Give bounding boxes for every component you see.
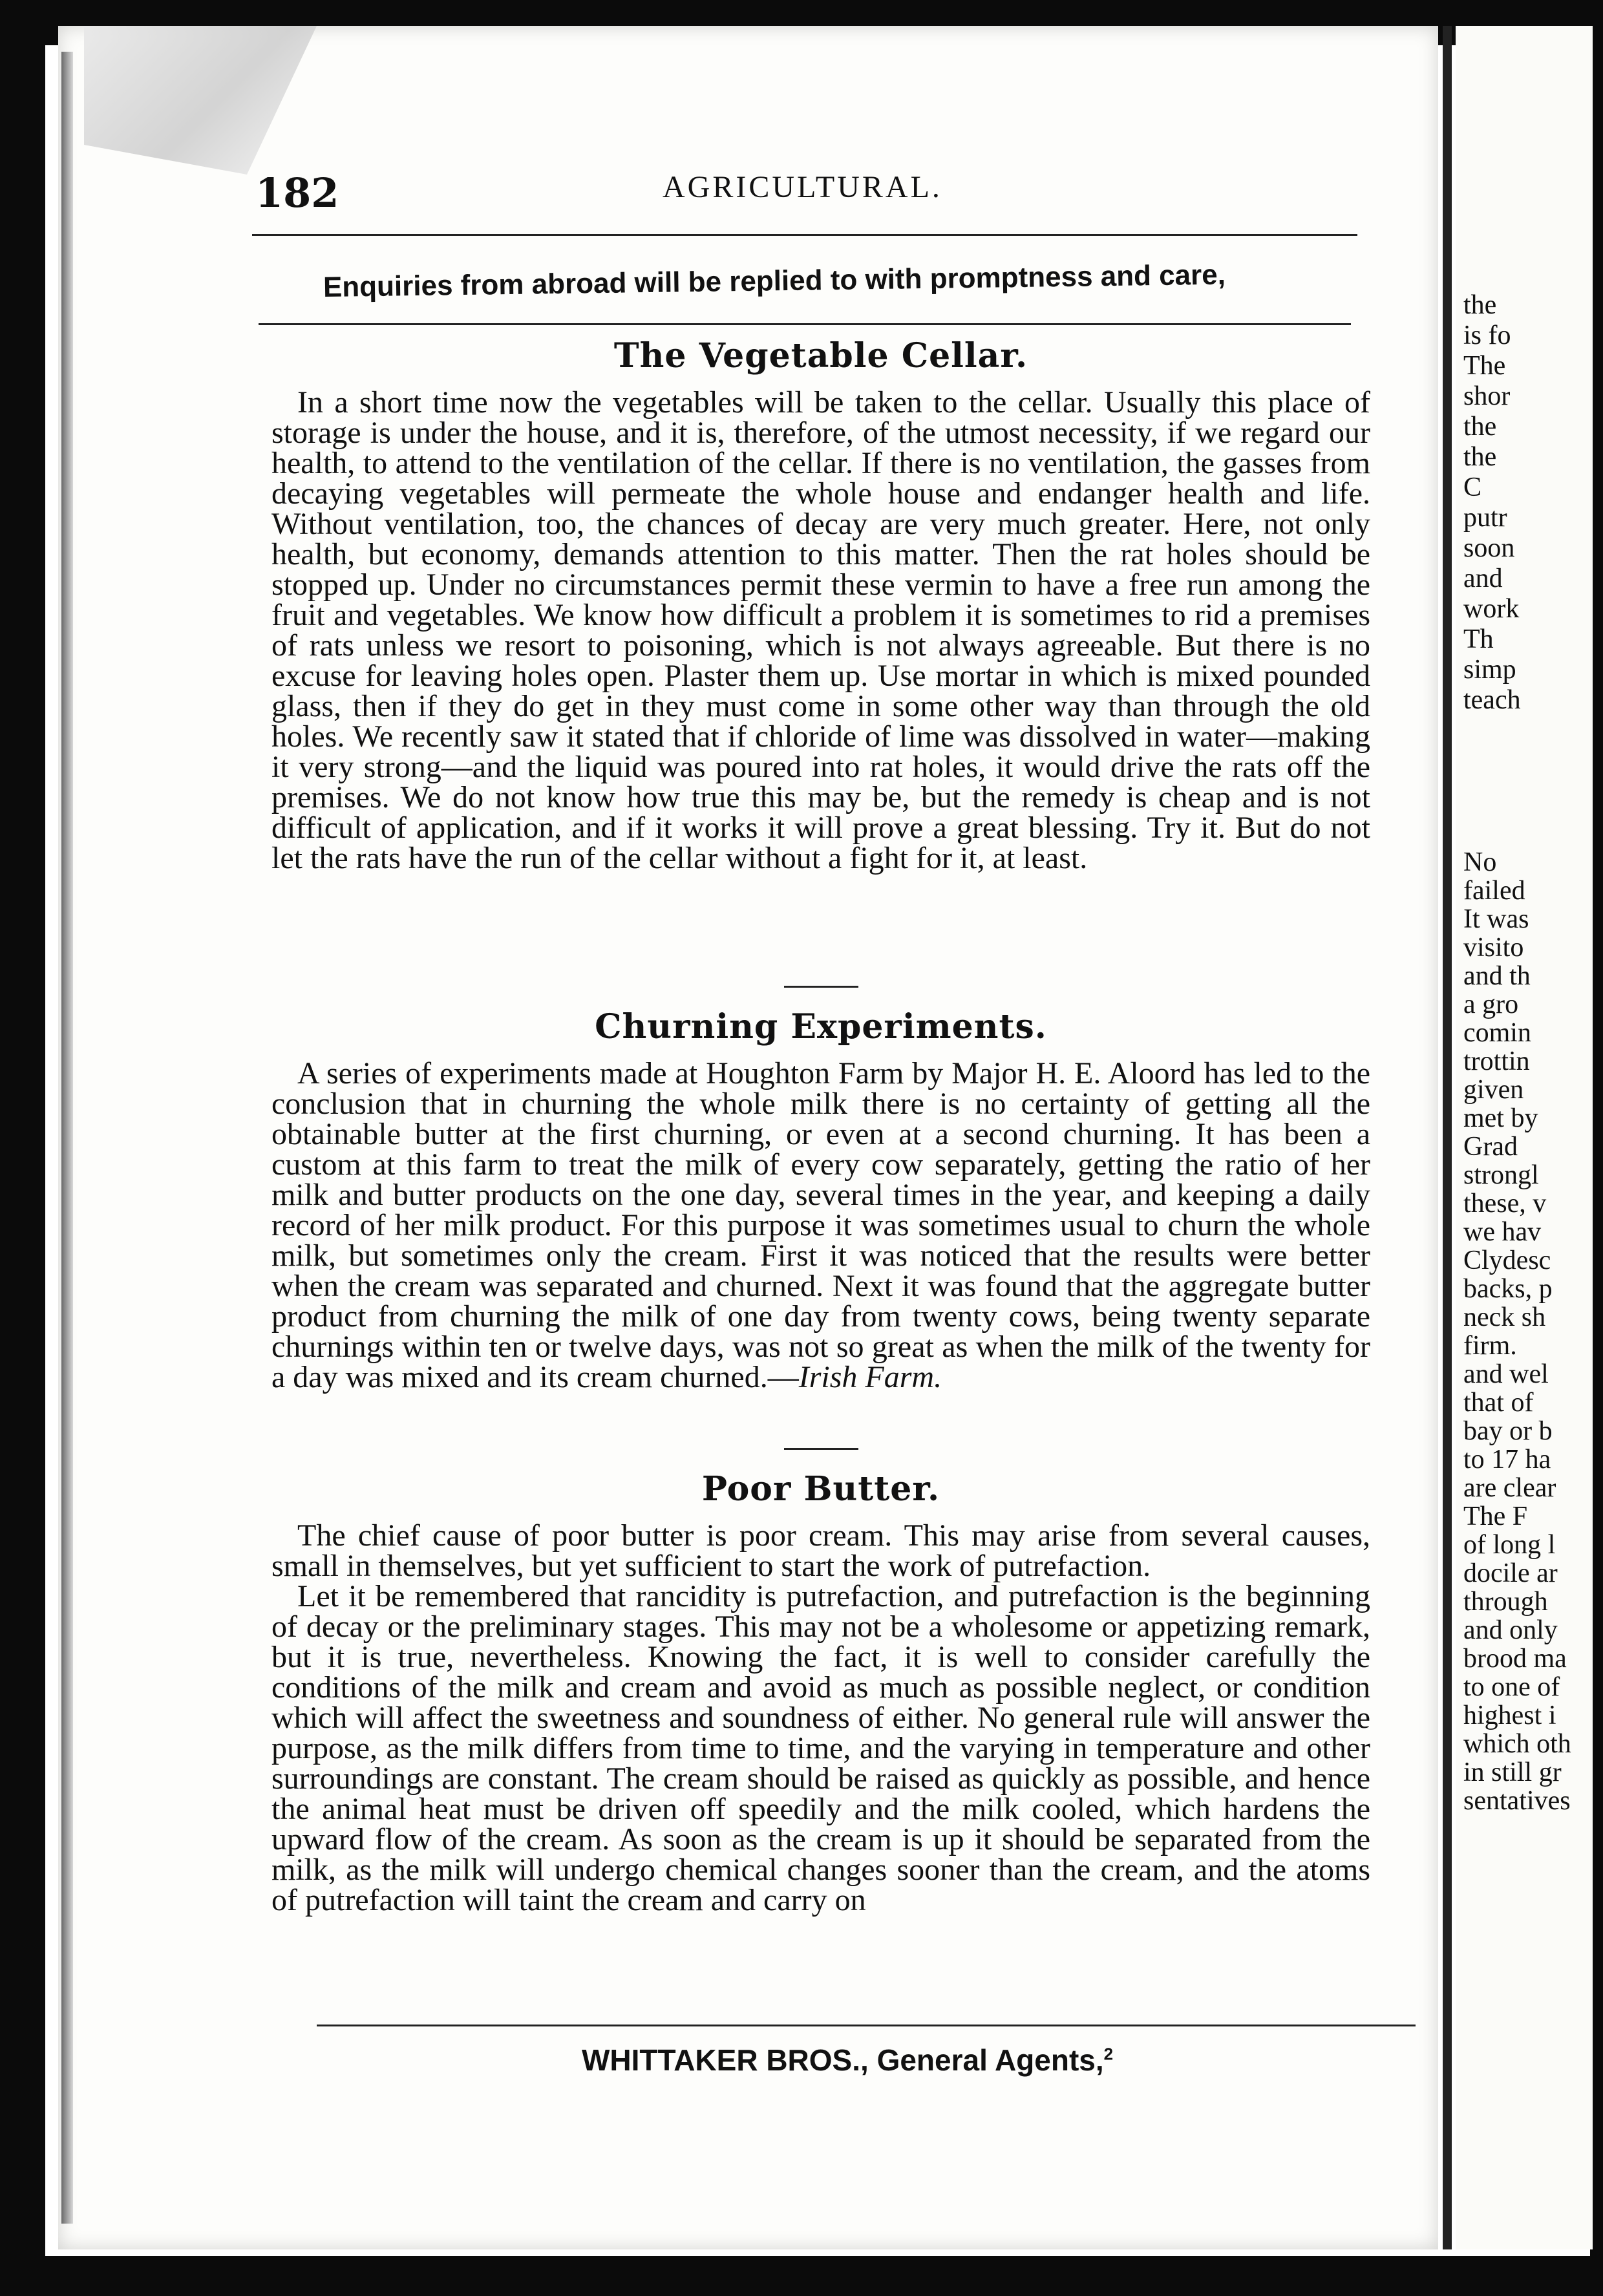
right-page-line: of long l [1463,1530,1556,1560]
right-page-line: bay or b [1463,1416,1553,1446]
article-title: Poor Butter. [701,1469,940,1509]
right-page-line: to one of [1463,1672,1560,1702]
header-rule [252,234,1357,236]
right-page-line: The F [1463,1502,1528,1531]
page-edge-shadow [61,52,73,2224]
footer-agents [582,2043,1113,2078]
right-page-line: Clydesc [1463,1246,1551,1275]
right-page-line: docile ar [1463,1558,1558,1588]
right-page-line: the [1463,412,1497,441]
right-page-line: these, v [1463,1189,1547,1218]
banner-notice: Enquiries from abroad will be replied to with promptness and care, [323,259,1226,303]
scan-border-bottom [0,2256,1603,2296]
right-page-line: and wel [1463,1359,1549,1389]
right-page-line: is fo [1463,321,1511,350]
article-poor-butter [271,1448,1370,1915]
right-page-line: are clear [1463,1473,1556,1503]
article-title: The Vegetable Cellar. [613,336,1028,376]
right-page-line: given [1463,1075,1524,1105]
right-page-fragment [1456,26,1593,2249]
banner-rule [259,323,1351,325]
right-page-line: the [1463,290,1497,320]
right-page-line: No [1463,847,1497,877]
article-body [271,1058,1370,1392]
right-page-line: failed [1463,876,1525,906]
section-divider [784,986,858,988]
right-page-line: we hav [1463,1217,1542,1247]
right-page-line: met by [1463,1103,1538,1133]
right-page-line: work [1463,594,1520,624]
right-page-line: through [1463,1587,1548,1617]
section-divider [784,1448,858,1450]
right-page-line: brood ma [1463,1644,1567,1674]
right-page-line: trottin [1463,1047,1530,1076]
article-churning-experiments [271,986,1370,1392]
right-page-line: in still gr [1463,1758,1562,1787]
right-page-line: C [1463,473,1482,502]
right-page-line: the [1463,442,1497,472]
right-page-line: Th [1463,624,1494,654]
right-page-line: teach [1463,685,1521,715]
article-body: In a short time now the vegetables will be taken to the cellar. Usually this place of storage is under the house, and it is, therefore, of the utmost necessity, if we regard our health, to attend to the ventilation of the cellar. If there is no ventilation, the gasses from decaying vegetables will permeate the whole house and endanger health and life. Without ventilation, too, the chances of decay are very much greater. Here, not only health, but economy, demands attention to this matter. Then the rat holes should be stopped up. Under no circumstances permit these vermin to have a free run among the fruit and vegetables. We know how difficult a problem it is sometimes to rid a premises of rats unless we resort to poisoning, which is not always agreeable. But there is no excuse for leaving holes open. Plaster them up. Use mortar in which is mixed pounded glass, then if they do get in they must come in some other way than through the old holes. We recently saw it stated that if chloride of lime was dissolved in water—making it very strong—and the liquid was poured into rat holes, it would drive the rats off the premises. We do not know how true this may be, but the remedy is cheap and is not difficult of application, and if it works it will prove a great blessing. Try it. But do not let the rats have the run of the cellar without a fight for it, at least. [271,385,1370,875]
right-page-line: highest i [1463,1701,1556,1730]
article-vegetable-cellar [271,336,1370,873]
right-page-line: and only [1463,1615,1558,1645]
right-page-line: and [1463,564,1503,593]
right-page-line: that of [1463,1388,1534,1418]
article-title: Churning Experiments. [595,1007,1047,1047]
right-page-line: and th [1463,961,1531,991]
right-page-line: backs, p [1463,1274,1553,1304]
article-paragraph: Let it be remembered that rancidity is putrefaction, and putrefaction is the beginning of decay or the preliminary stages. This may not be a wholesome or appetizing remark, but it is true, nevertheless. Knowing the fact, it is well to consider carefully the conditions of the milk and cream and avoid as much as possible neglect, or condition which will affect the sweetness and soundness of either. No general rule will answer the purpose, as the milk differs from time to time, and the varying in temperature and other surroundings are constant. The cream should be raised as quickly as possible, and hence the animal heat must be driven off speedily and the milk cooled, which hardens the upward flow of the cream. As soon as the cream is up it should be separated from the milk, as the milk will undergo chemical changes sooner than the cream, and the atoms of putrefaction will taint the cream and carry on [271,1579,1370,1917]
right-page-line: The [1463,351,1506,381]
right-page-line: strongl [1463,1160,1539,1190]
right-page-line: putr [1463,503,1507,533]
scan-border-left [0,0,45,2296]
right-page-line: It was [1463,904,1529,934]
right-page-line: shor [1463,381,1511,411]
footer-superscript: 2 [1103,2044,1114,2064]
right-page-line: soon [1463,533,1515,563]
right-page-line: simp [1463,655,1516,685]
right-page-line: neck sh [1463,1302,1546,1332]
page-number: 182 [255,169,339,217]
right-page-line: a gro [1463,990,1519,1019]
right-page-line: visito [1463,933,1524,962]
right-page-line: firm. [1463,1331,1517,1361]
article-paragraph: The chief cause of poor butter is poor cream. This may arise from several causes, small in themselves, but yet sufficient to start the work of putrefaction. [271,1518,1370,1583]
article-source: Irish Farm. [798,1360,942,1394]
article-body-text: A series of experiments made at Houghton Farm by Major H. E. Aloord has led to the conclusion that in churning the whole milk there is no certainty of getting all the obtainable butter at the first churning, or even at a second churning. It has been a custom at this farm to treat the milk of every cow separately, getting the ratio of her milk and butter products on the one day, several times in the year, and keeping a daily record of her milk product. For this purpose it was sometimes usual to churn the whole milk, but sometimes only the cream. First it was noticed that the results were better when the cream was separated and churned. Next it was found that the aggregate butter product from churning the milk of one day from twenty cows, being twenty separate churnings within ten or twelve days, was not so great as when the milk of the twenty for a day was mixed and its cream churned.— [271,1056,1370,1394]
running-head: AGRICULTURAL. [663,170,942,204]
footer-text: WHITTAKER BROS., General Agents, [582,2043,1104,2077]
right-page-line: Grad [1463,1132,1518,1162]
right-page-line: which oth [1463,1729,1571,1759]
book-gutter [1443,26,1452,2249]
right-page-line: to 17 ha [1463,1445,1551,1474]
right-page-line: sentatives [1463,1786,1571,1816]
footer-rule [317,2025,1416,2026]
right-page-line: comin [1463,1018,1531,1048]
